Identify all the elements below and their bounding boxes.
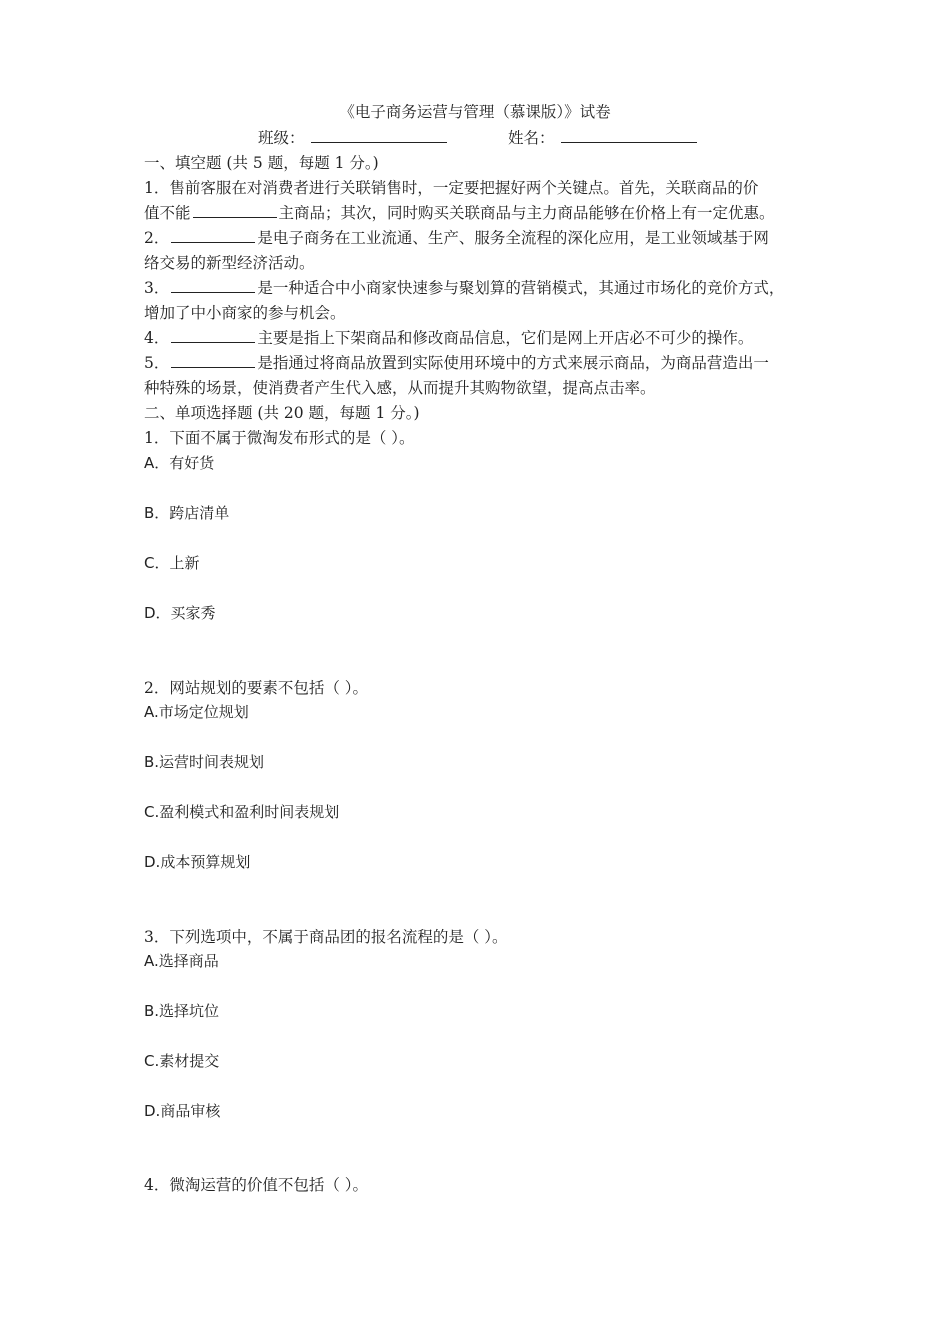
section2-heading: 二、单项选择题 (共 20 题，每题 1 分。) <box>144 404 420 422</box>
fill-q1-line2 <box>144 201 775 226</box>
mc-q2-option-d: D.成本预算规划 <box>144 853 251 871</box>
mc-q2-stem: 2．网站规划的要素不包括（ ）。 <box>144 679 369 697</box>
mc-q3-stem: 3．下列选项中，不属于商品团的报名流程的是（ ）。 <box>144 928 508 946</box>
exam-title: 《电子商务运营与管理（慕课版）》试卷 <box>339 103 611 121</box>
fill-q3-post: 是一种适合中小商家快速参与聚划算的营销模式，其通过市场化的竞价方式， <box>257 279 785 297</box>
mc-q4-stem: 4．微淘运营的价值不包括（ ）。 <box>144 1176 369 1194</box>
fill-q3-num: 3． <box>144 279 170 297</box>
fill-q5-post: 是指通过将商品放置到实际使用环境中的方式来展示商品，为商品营造出一 <box>257 354 769 372</box>
mc-q2-option-a: A.市场定位规划 <box>144 703 249 721</box>
mc-q1-option-a: A．有好货 <box>144 454 215 472</box>
mc-q3-option-a: A.选择商品 <box>144 952 219 970</box>
fill-q5-line1 <box>144 351 769 376</box>
mc-q1-stem: 1．下面不属于微淘发布形式的是（ ）。 <box>144 429 415 447</box>
fill-q3-blank <box>171 276 255 293</box>
fill-q5-blank <box>171 351 255 368</box>
mc-q3-option-c: C.素材提交 <box>144 1052 220 1070</box>
fill-q2-post: 是电子商务在工业流通、生产、服务全流程的深化应用，是工业领域基于网 <box>257 229 769 247</box>
fill-q1-pre: 值不能 <box>144 204 191 222</box>
fill-q1-post: 主商品；其次，同时购买关联商品与主力商品能够在价格上有一定优惠。 <box>278 204 775 222</box>
name-label: 姓名： <box>508 129 555 147</box>
fill-q3-line2: 增加了中小商家的参与机会。 <box>144 304 346 322</box>
fill-q4-num: 4． <box>144 329 170 347</box>
fill-q5-line2: 种特殊的场景，使消费者产生代入感，从而提升其购物欲望，提高点击率。 <box>144 379 656 397</box>
class-field <box>258 126 447 151</box>
mc-q1-option-b: B．跨店清单 <box>144 504 230 522</box>
fill-q5-num: 5． <box>144 354 170 372</box>
mc-q2-option-b: B.运营时间表规划 <box>144 753 265 771</box>
fill-q4-line1 <box>144 326 753 351</box>
fill-q4-post: 主要是指上下架商品和修改商品信息，它们是网上开店必不可少的操作。 <box>257 329 754 347</box>
fill-q3-line1 <box>144 276 784 301</box>
mc-q2-option-c: C.盈利模式和盈利时间表规划 <box>144 803 340 821</box>
fill-q2-blank <box>171 226 255 243</box>
mc-q1-option-c: C．上新 <box>144 554 200 572</box>
name-blank <box>561 126 697 143</box>
mc-q1-option-d: D．买家秀 <box>144 604 216 622</box>
fill-q4-blank <box>171 326 255 343</box>
class-label: 班级： <box>258 129 305 147</box>
section1-heading: 一、填空题 (共 5 题，每题 1 分。) <box>144 154 379 172</box>
mc-q3-option-d: D.商品审核 <box>144 1102 221 1120</box>
fill-q2-line2: 络交易的新型经济活动。 <box>144 254 315 272</box>
name-field <box>508 126 697 151</box>
fill-q1-blank <box>193 201 277 218</box>
mc-q3-option-b: B.选择坑位 <box>144 1002 220 1020</box>
fill-q2-line1 <box>144 226 769 251</box>
fill-q2-num: 2． <box>144 229 170 247</box>
class-blank <box>311 126 447 143</box>
fill-q1-line1: 1．售前客服在对消费者进行关联销售时，一定要把握好两个关键点。首先，关联商品的价 <box>144 179 759 197</box>
